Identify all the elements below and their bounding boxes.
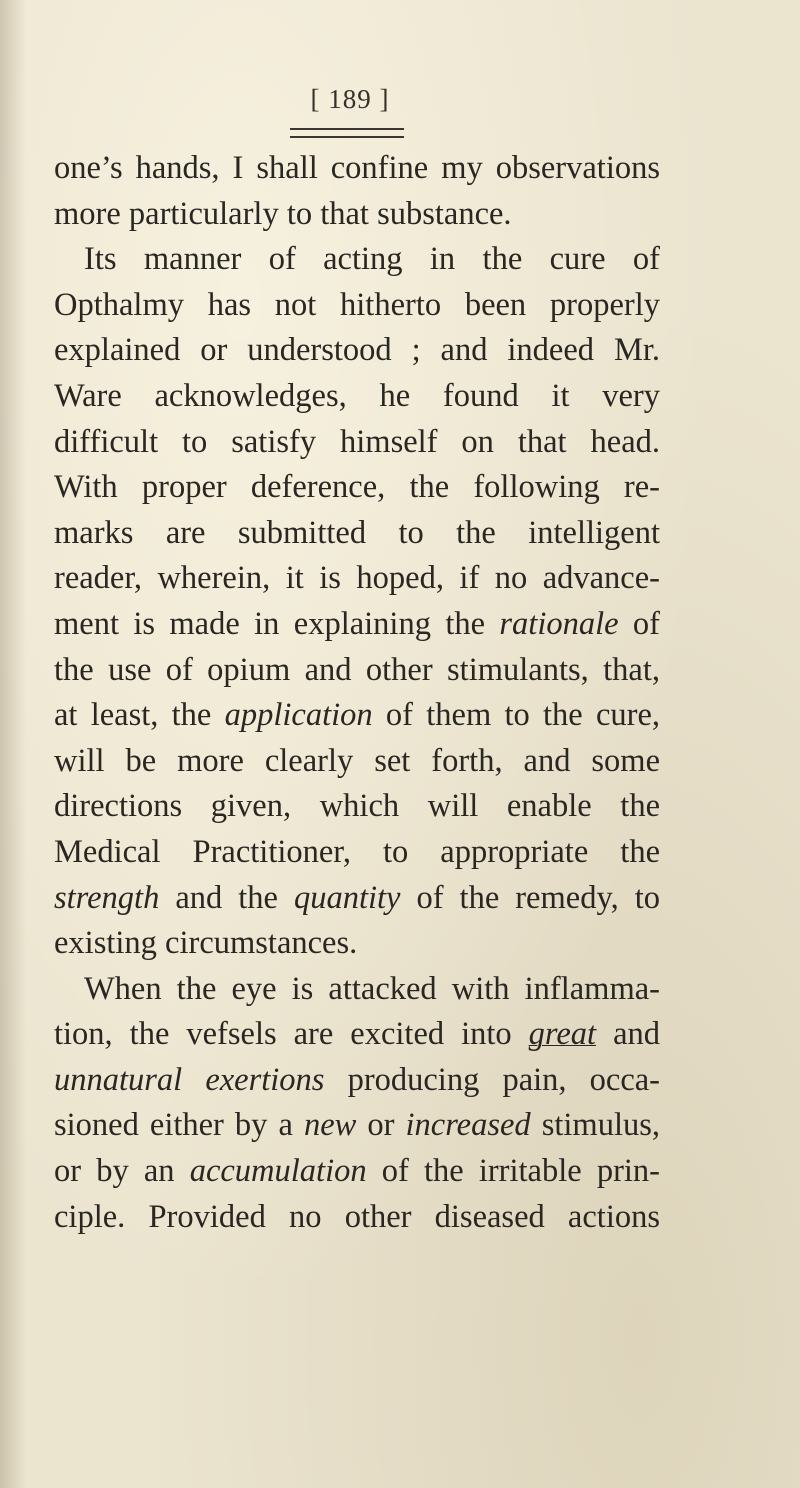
text-segment: strength: [54, 879, 160, 916]
text-segment: will be more clearly set forth, and some: [54, 742, 660, 779]
text-segment: of the remedy, to: [400, 879, 660, 916]
text-segment: Medical Practitioner, to appropriate the: [54, 833, 660, 870]
text-segment: application: [224, 697, 373, 734]
text-segment: difficult to satisfy himself on that head.: [54, 423, 660, 460]
text-segment: accumulation: [189, 1153, 367, 1190]
header-double-rule: [290, 128, 404, 138]
text-segment: quantity: [293, 879, 401, 916]
page-number-header: [ 189 ]: [310, 84, 390, 114]
text-segment: of the irritable prin-: [366, 1153, 660, 1190]
text-segment: tion, the vefsels are excited into: [54, 1016, 529, 1053]
text-line: [54, 1103, 660, 1149]
body-text: [54, 146, 660, 1240]
text-line: [54, 283, 660, 329]
text-segment: When the eye is attacked with inflamma-: [84, 970, 660, 1007]
text-segment: Ware acknowledges, he found it very: [54, 377, 660, 414]
text-line: [54, 784, 660, 830]
text-line: [54, 420, 660, 466]
text-line: [54, 967, 660, 1013]
text-segment: more particularly to that substance.: [54, 195, 512, 232]
text-segment: marks are submitted to the intelligent: [54, 514, 660, 551]
text-line: [54, 465, 660, 511]
text-segment: at least, the: [54, 697, 225, 734]
text-line: [54, 739, 660, 785]
text-line: [54, 1195, 660, 1241]
text-segment: existing circumstances.: [54, 925, 358, 962]
text-line: [54, 648, 660, 694]
text-segment: sioned either by a: [54, 1107, 304, 1144]
text-line: [54, 374, 660, 420]
text-segment: increased: [405, 1107, 531, 1144]
text-segment: ment is made in explaining the: [54, 605, 500, 642]
text-line: [54, 1058, 660, 1104]
text-segment: one’s hands, I shall confine my observations: [54, 150, 660, 186]
text-segment: directions given, which will enable the: [54, 788, 660, 825]
gutter-shadow: [0, 0, 26, 1488]
text-segment: reader, wherein, it is hoped, if no advance-: [54, 560, 660, 597]
text-line: [54, 693, 660, 739]
text-line: [54, 921, 660, 967]
text-segment: of: [618, 605, 660, 642]
text-segment: new: [303, 1107, 357, 1144]
text-line: [54, 192, 660, 238]
text-line: [54, 511, 660, 557]
text-line: [54, 876, 660, 922]
text-segment: Its manner of acting in the cure of: [84, 241, 660, 278]
text-segment: the use of opium and other stimulants, that,: [54, 651, 660, 688]
text-segment: and: [596, 1016, 660, 1053]
text-segment: With proper deference, the following re-: [54, 469, 660, 506]
text-line: [54, 328, 660, 374]
text-segment: rationale: [499, 605, 619, 642]
text-segment: of them to the cure,: [372, 697, 661, 734]
text-segment: or by an: [54, 1153, 190, 1190]
text-line: [54, 146, 660, 192]
text-segment: unnatural exertions: [54, 1061, 325, 1098]
text-segment: ciple. Provided no other diseased actions: [54, 1198, 660, 1235]
text-line: [54, 1012, 660, 1058]
text-segment: and the: [159, 879, 294, 916]
text-line: [54, 602, 660, 648]
text-segment: great: [528, 1016, 597, 1053]
text-line: [54, 556, 660, 602]
text-line: [54, 237, 660, 283]
text-line: [54, 830, 660, 876]
text-segment: or: [356, 1107, 406, 1144]
text-segment: explained or understood ; and indeed Mr.: [54, 332, 660, 369]
text-segment: stimulus,: [530, 1107, 660, 1144]
text-line: [54, 1149, 660, 1195]
text-segment: producing pain, occa-: [324, 1061, 660, 1098]
text-segment: Opthalmy has not hitherto been properly: [54, 286, 660, 323]
